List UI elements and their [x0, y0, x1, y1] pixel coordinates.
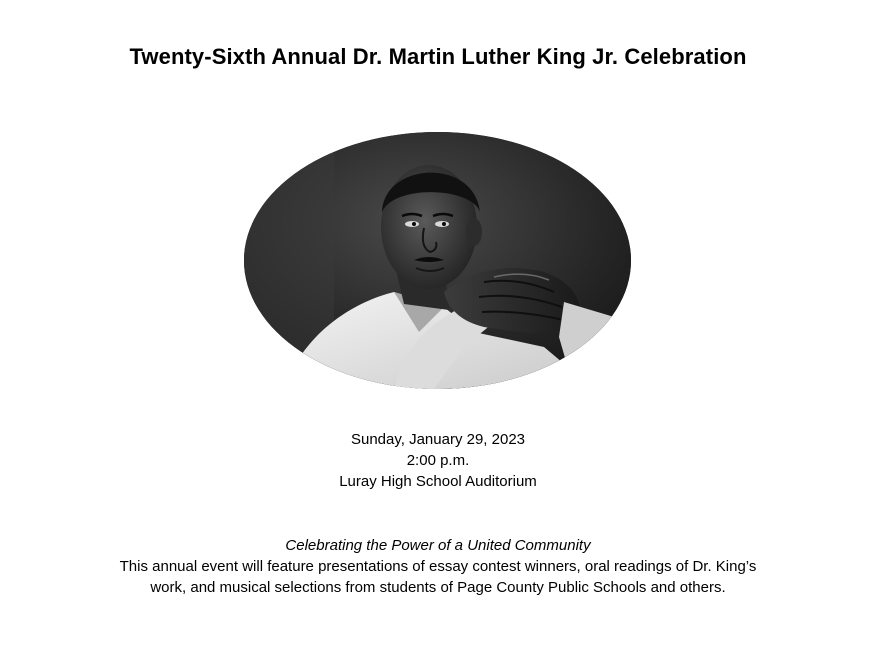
portrait-photo	[244, 132, 631, 389]
event-description-block	[0, 535, 876, 598]
event-time: 2:00 p.m.	[406, 452, 470, 469]
event-date: Sunday, January 29, 2023	[350, 431, 526, 448]
description-line-1: This annual event will feature presentations of essay contest winners, oral readings of Dr. King’s	[119, 558, 757, 575]
event-details	[0, 429, 876, 492]
description-line-2: work, and musical selections from students of Page County Public Schools and others.	[150, 579, 726, 596]
event-tagline: Celebrating the Power of a United Community	[285, 537, 591, 554]
portrait-illustration	[244, 132, 631, 389]
page-title: Twenty-Sixth Annual Dr. Martin Luther King Jr. Celebration	[129, 44, 747, 69]
event-location: Luray High School Auditorium	[339, 473, 537, 490]
